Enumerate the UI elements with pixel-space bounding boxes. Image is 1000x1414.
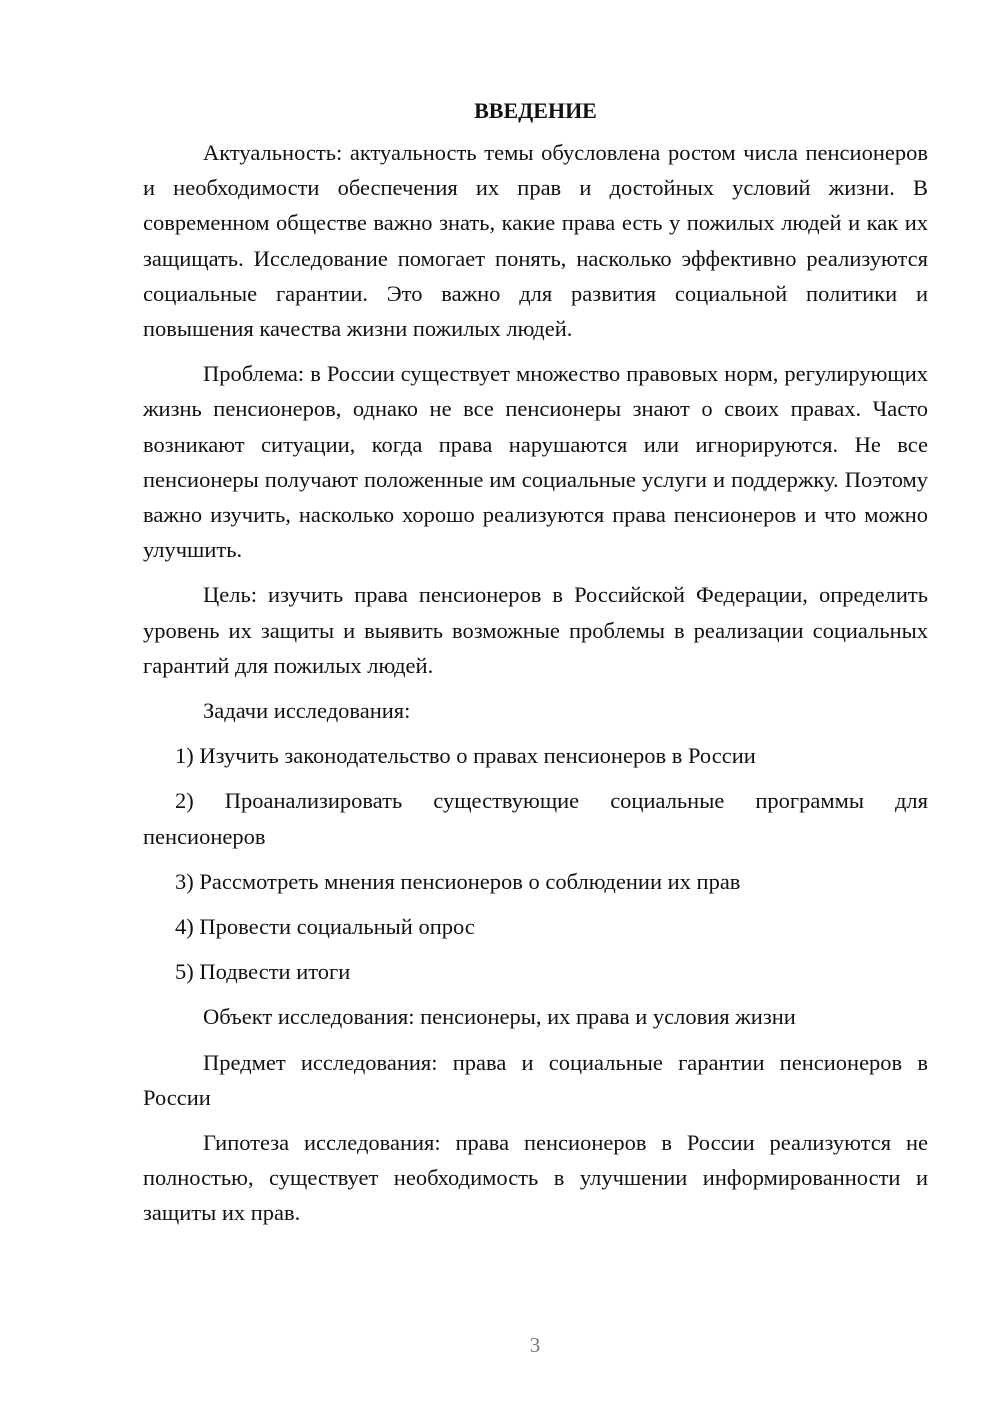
list-item: 2) Проанализировать существующие социальные программы для пенсионеров (143, 788, 928, 849)
list-item: 1) Изучить законодательство о правах пенсионеров в России (175, 743, 756, 769)
paragraph-object: Объект исследования: пенсионеры, их права и условия жизни (203, 1004, 796, 1030)
paragraph-problem: Проблема: в России существует множество правовых норм, регулирующих жизнь пенсионеров, однако не все пенсионеры знают о своих правах. Часто возникают ситуации, когда права нарушаются или игнорируются. Не все пенсионеры получают положенные им социальные услуги и поддержку. Поэтому важно изучить, насколько хорошо реализуются права пенсионеров и что можно улучшить. (143, 361, 928, 563)
page-title: ВВЕДЕНИЕ (474, 98, 597, 123)
list-item: 4) Провести социальный опрос (175, 914, 475, 940)
paragraph-goal: Цель: изучить права пенсионеров в Российской Федерации, определить уровень их защиты и выявить возможные проблемы в реализации социальных гарантий для пожилых людей. (143, 582, 928, 678)
tasks-heading: Задачи исследования: (203, 698, 411, 724)
document-page (143, 95, 928, 1241)
page-number: 3 (529, 1333, 541, 1357)
list-item: 5) Подвести итоги (175, 959, 351, 985)
list-item: 3) Рассмотреть мнения пенсионеров о соблюдении их прав (175, 868, 741, 894)
paragraph-subject: Предмет исследования: права и социальные гарантии пенсионеров в России (143, 1049, 928, 1110)
paragraph-relevance: Актуальность: актуальность темы обусловлена ростом числа пенсионеров и необходимости обеспечения их прав и достойных условий жизни. В современном обществе важно знать, какие права есть у пожилых людей и как их защищать. Исследование помогает понять, насколько эффективно реализуются социальные гарантии. Это важно для развития социальной политики и повышения качества жизни пожилых людей. (143, 140, 928, 342)
paragraph-hypothesis: Гипотеза исследования: права пенсионеров в России реализуются не полностью, существует необходимость в улучшении информированности и защиты их прав. (143, 1130, 928, 1226)
